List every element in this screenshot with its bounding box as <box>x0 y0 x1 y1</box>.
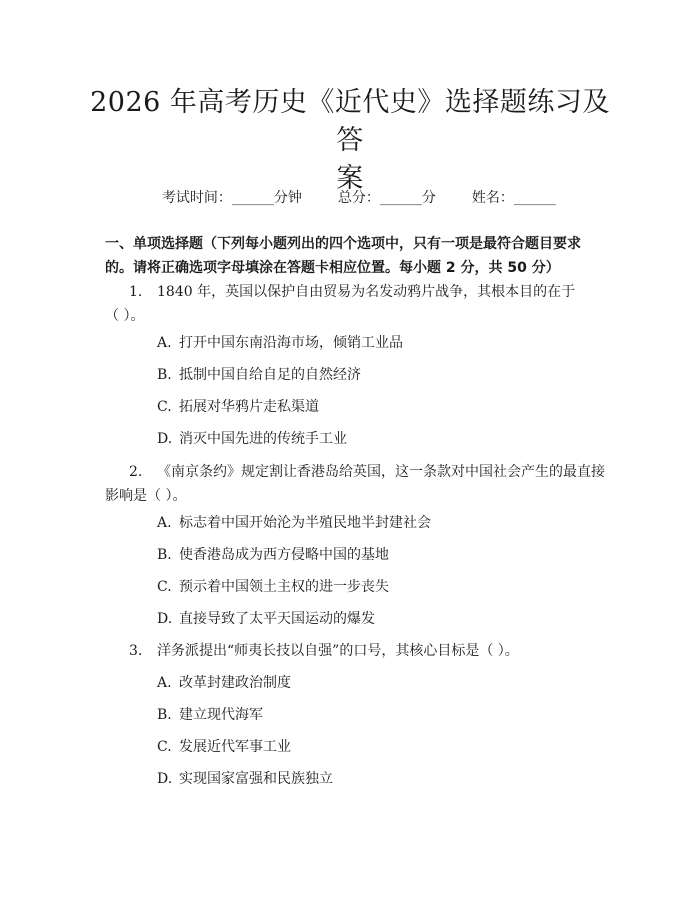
option-2d <box>157 609 375 629</box>
option-text: 发展近代军事工业 <box>179 739 291 755</box>
question-text-line-1: 洋务派提出“师夷长技以自强”的口号，其核心目标是（ ）。 <box>157 643 519 659</box>
option-text: 实现国家富强和民族独立 <box>179 771 333 787</box>
option-letter: A. <box>157 675 172 691</box>
section-heading-line-1: 一、单项选择题（下列每小题列出的四个选项中，只有一项是最符合题目要求 <box>105 236 581 252</box>
title-line-1: 2026 年高考历史《近代史》选择题练习及答 <box>90 87 610 156</box>
option-letter: B. <box>157 367 172 383</box>
option-text: 打开中国东南沿海市场，倾销工业品 <box>179 335 403 351</box>
question-text-line-2: （ ）。 <box>105 308 145 324</box>
option-1a <box>157 333 403 353</box>
option-3d <box>157 769 333 789</box>
option-letter: B. <box>157 547 172 563</box>
question-text-line-1: 1840 年，英国以保护自由贸易为名发动鸦片战争，其根本目的在于 <box>157 284 576 300</box>
option-letter: D. <box>157 611 173 627</box>
option-letter: A. <box>157 515 172 531</box>
option-2b <box>157 545 389 565</box>
section-heading-line-2: 的。请将正确选项字母填涂在答题卡相应位置。每小题 2 分，共 50 分） <box>105 260 560 276</box>
option-1d <box>157 429 347 449</box>
option-letter: D. <box>157 431 173 447</box>
option-letter: A. <box>157 335 172 351</box>
question-2 <box>105 460 605 508</box>
total-score-label: 总分：______分 <box>337 190 436 206</box>
option-text: 建立现代海军 <box>179 707 263 723</box>
option-letter: B. <box>157 707 172 723</box>
option-text: 直接导致了太平天国运动的爆发 <box>179 611 375 627</box>
option-text: 改革封建政治制度 <box>179 675 291 691</box>
exam-meta <box>0 168 700 228</box>
student-name-label: 姓名：______ <box>471 190 556 206</box>
question-text-line-1: 《南京条约》规定割让香港岛给英国，这一条款对中国社会产生的最直接 <box>157 464 605 480</box>
section-heading <box>105 232 605 280</box>
option-3c <box>157 737 291 757</box>
title-line-2: 案 <box>336 163 364 194</box>
question-number: 2. <box>129 464 143 480</box>
option-letter: C. <box>157 579 172 595</box>
question-text-line-2: 影响是（ ）。 <box>105 488 187 504</box>
option-text: 拓展对华鸦片走私渠道 <box>179 399 319 415</box>
option-letter: C. <box>157 399 172 415</box>
option-text: 标志着中国开始沦为半殖民地半封建社会 <box>179 515 431 531</box>
option-letter: C. <box>157 739 172 755</box>
question-number: 3. <box>129 643 143 659</box>
option-text: 预示着中国领土主权的进一步丧失 <box>179 579 389 595</box>
option-1b <box>157 365 361 385</box>
option-1c <box>157 397 319 417</box>
option-3a <box>157 673 291 693</box>
option-2c <box>157 577 389 597</box>
option-text: 使香港岛成为西方侵略中国的基地 <box>179 547 389 563</box>
option-letter: D. <box>157 771 173 787</box>
option-3b <box>157 705 263 725</box>
exam-time-label: 考试时间：______分钟 <box>161 190 302 206</box>
option-text: 消灭中国先进的传统手工业 <box>179 431 347 447</box>
option-text: 抵制中国自给自足的自然经济 <box>179 367 361 383</box>
option-2a <box>157 513 431 533</box>
question-number: 1. <box>129 284 143 300</box>
question-1 <box>105 280 605 328</box>
question-3 <box>105 639 605 663</box>
